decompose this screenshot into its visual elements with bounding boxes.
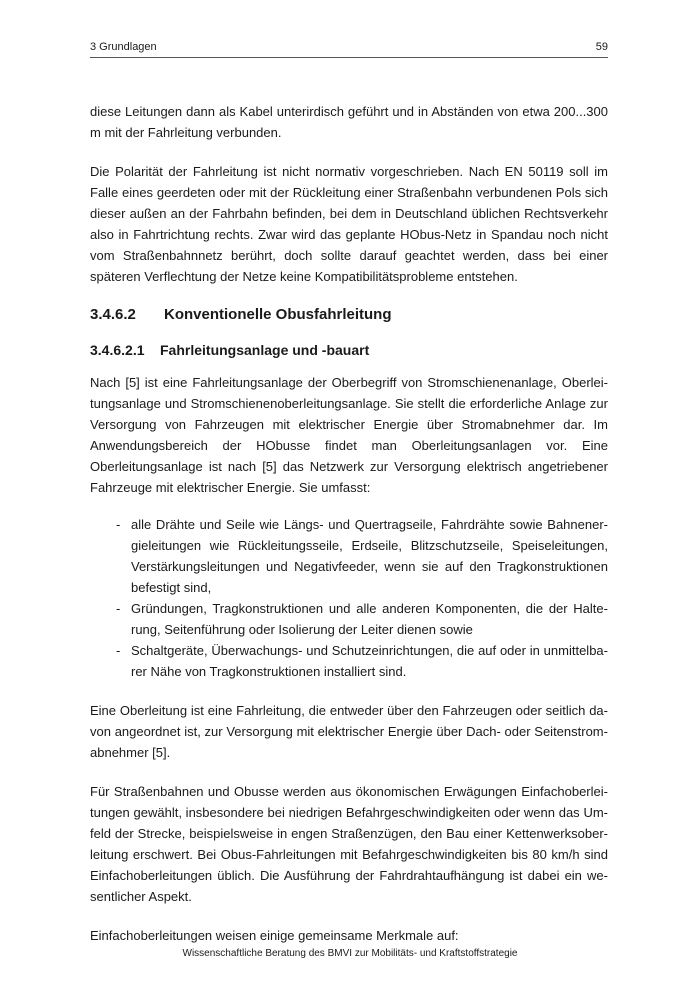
component-list — [90, 514, 608, 682]
section-title: Konventionelle Obusfahrleitung — [164, 306, 392, 323]
paragraph: Die Polarität der Fahrleitung ist nicht normativ vorgeschrieben. Nach EN 50119 soll im Falle eines geerdeten oder mit der Rückleitung einer Straßenbahn verbundenen Pols sich dieser außen an der Fahrbahn befinden, bei dem in Deutschland üblichen Rechtsverkehr also in Fahrtrichtung rechts. Zwar wird das geplante HObus-Netz in Spandau noch nicht vom Straßenbahnnetz berührt, doch sollte darauf geachtet werden, dass bei einer späteren Verflechtung der Netze keine Kompatibilitätsprobleme entstehen. — [90, 164, 608, 284]
list-item — [90, 514, 608, 598]
paragraph: diese Leitungen dann als Kabel unterirdisch geführt und in Abständen von etwa 200...300 m mit der Fahrleitung verbunden. — [90, 104, 608, 140]
list-marker: - — [116, 517, 121, 532]
list-marker: - — [116, 601, 121, 616]
subsection-title: Fahrleitungsanlage und -bauart — [160, 342, 370, 358]
page-number: 59 — [595, 41, 608, 53]
intro-paragraph: Nach [5] ist eine Fahrleitungsanlage der Oberbegriff von Stromschienenanlage, Oberleitungsanlage und Stromschienenoberleitungsanlage. Sie stellt die erforderliche Anlage zur Versorgung von Fahrzeugen mit elektrischer Energie über Stromabnehmer dar. Im Anwendungsbereich der HObusse findet man Oberleitungsanlagen vor. Eine Oberleitungsanlage ist nach [5] das Netzwerk zur Versorgung elektrisch angetriebener Fahrzeuge mit elektrischer Energie. Sie umfasst: — [90, 375, 608, 495]
list-item — [90, 598, 608, 640]
paragraph: Eine Oberleitung ist eine Fahrleitung, die entweder über den Fahrzeugen oder seitlich davon angeordnet ist, zur Versorgung mit elektrischer Energie über Dach- oder Seitenstromabnehmer [5]. — [90, 703, 608, 760]
subsection-heading — [90, 340, 608, 360]
section-heading — [90, 305, 608, 325]
subsection-number: 3.4.6.2.1 — [90, 342, 145, 358]
chapter-title: 3 Grundlagen — [90, 41, 157, 53]
list-item-text: Gründungen, Tragkonstruktionen und alle anderen Komponenten, die der Halterung, Seitenführung oder Isolierung der Leiter dienen sowie — [131, 601, 608, 637]
list-item-text: Schaltgeräte, Überwachungs- und Schutzeinrichtungen, die auf oder in unmittelbarer Nähe von Tragkonstruktionen installiert sind. — [131, 643, 608, 679]
page-header — [90, 40, 608, 58]
section-number: 3.4.6.2 — [90, 306, 136, 323]
paragraph: Einfachoberleitungen weisen einige gemeinsame Merkmale auf: — [90, 928, 459, 943]
list-item — [90, 640, 608, 682]
paragraph: Für Straßenbahnen und Obusse werden aus ökonomischen Erwägungen Einfachoberleitungen gewählt, insbesondere bei niedrigen Befahrgeschwindigkeiten oder wenn das Umfeld der Strecke, beispielsweise in engen Straßenzügen, den Bau einer Kettenwerksoberleitung erschwert. Bei Obus-Fahrleitungen mit Befahrgeschwindigkeiten bis 80 km/h sind Einfachoberleitungen üblich. Die Ausführung der Fahrdrahtaufhängung ist dabei ein wesentlicher Aspekt. — [90, 784, 608, 904]
list-marker: - — [116, 643, 121, 658]
page-footer: Wissenschaftliche Beratung des BMVI zur Mobilitäts- und Kraftstoffstrategie — [182, 948, 518, 959]
list-item-text: alle Drähte und Seile wie Längs- und Quertragseile, Fahrdrähte sowie Bahnenergieleitungen wie Rückleitungsseile, Erdseile, Blitzschutzseile, Speiseleitungen, Verstärkungsleitungen und Negativfeeder, wenn sie auf den Tragkonstruktionen befestigt sind, — [131, 517, 608, 595]
page-body — [90, 101, 608, 964]
